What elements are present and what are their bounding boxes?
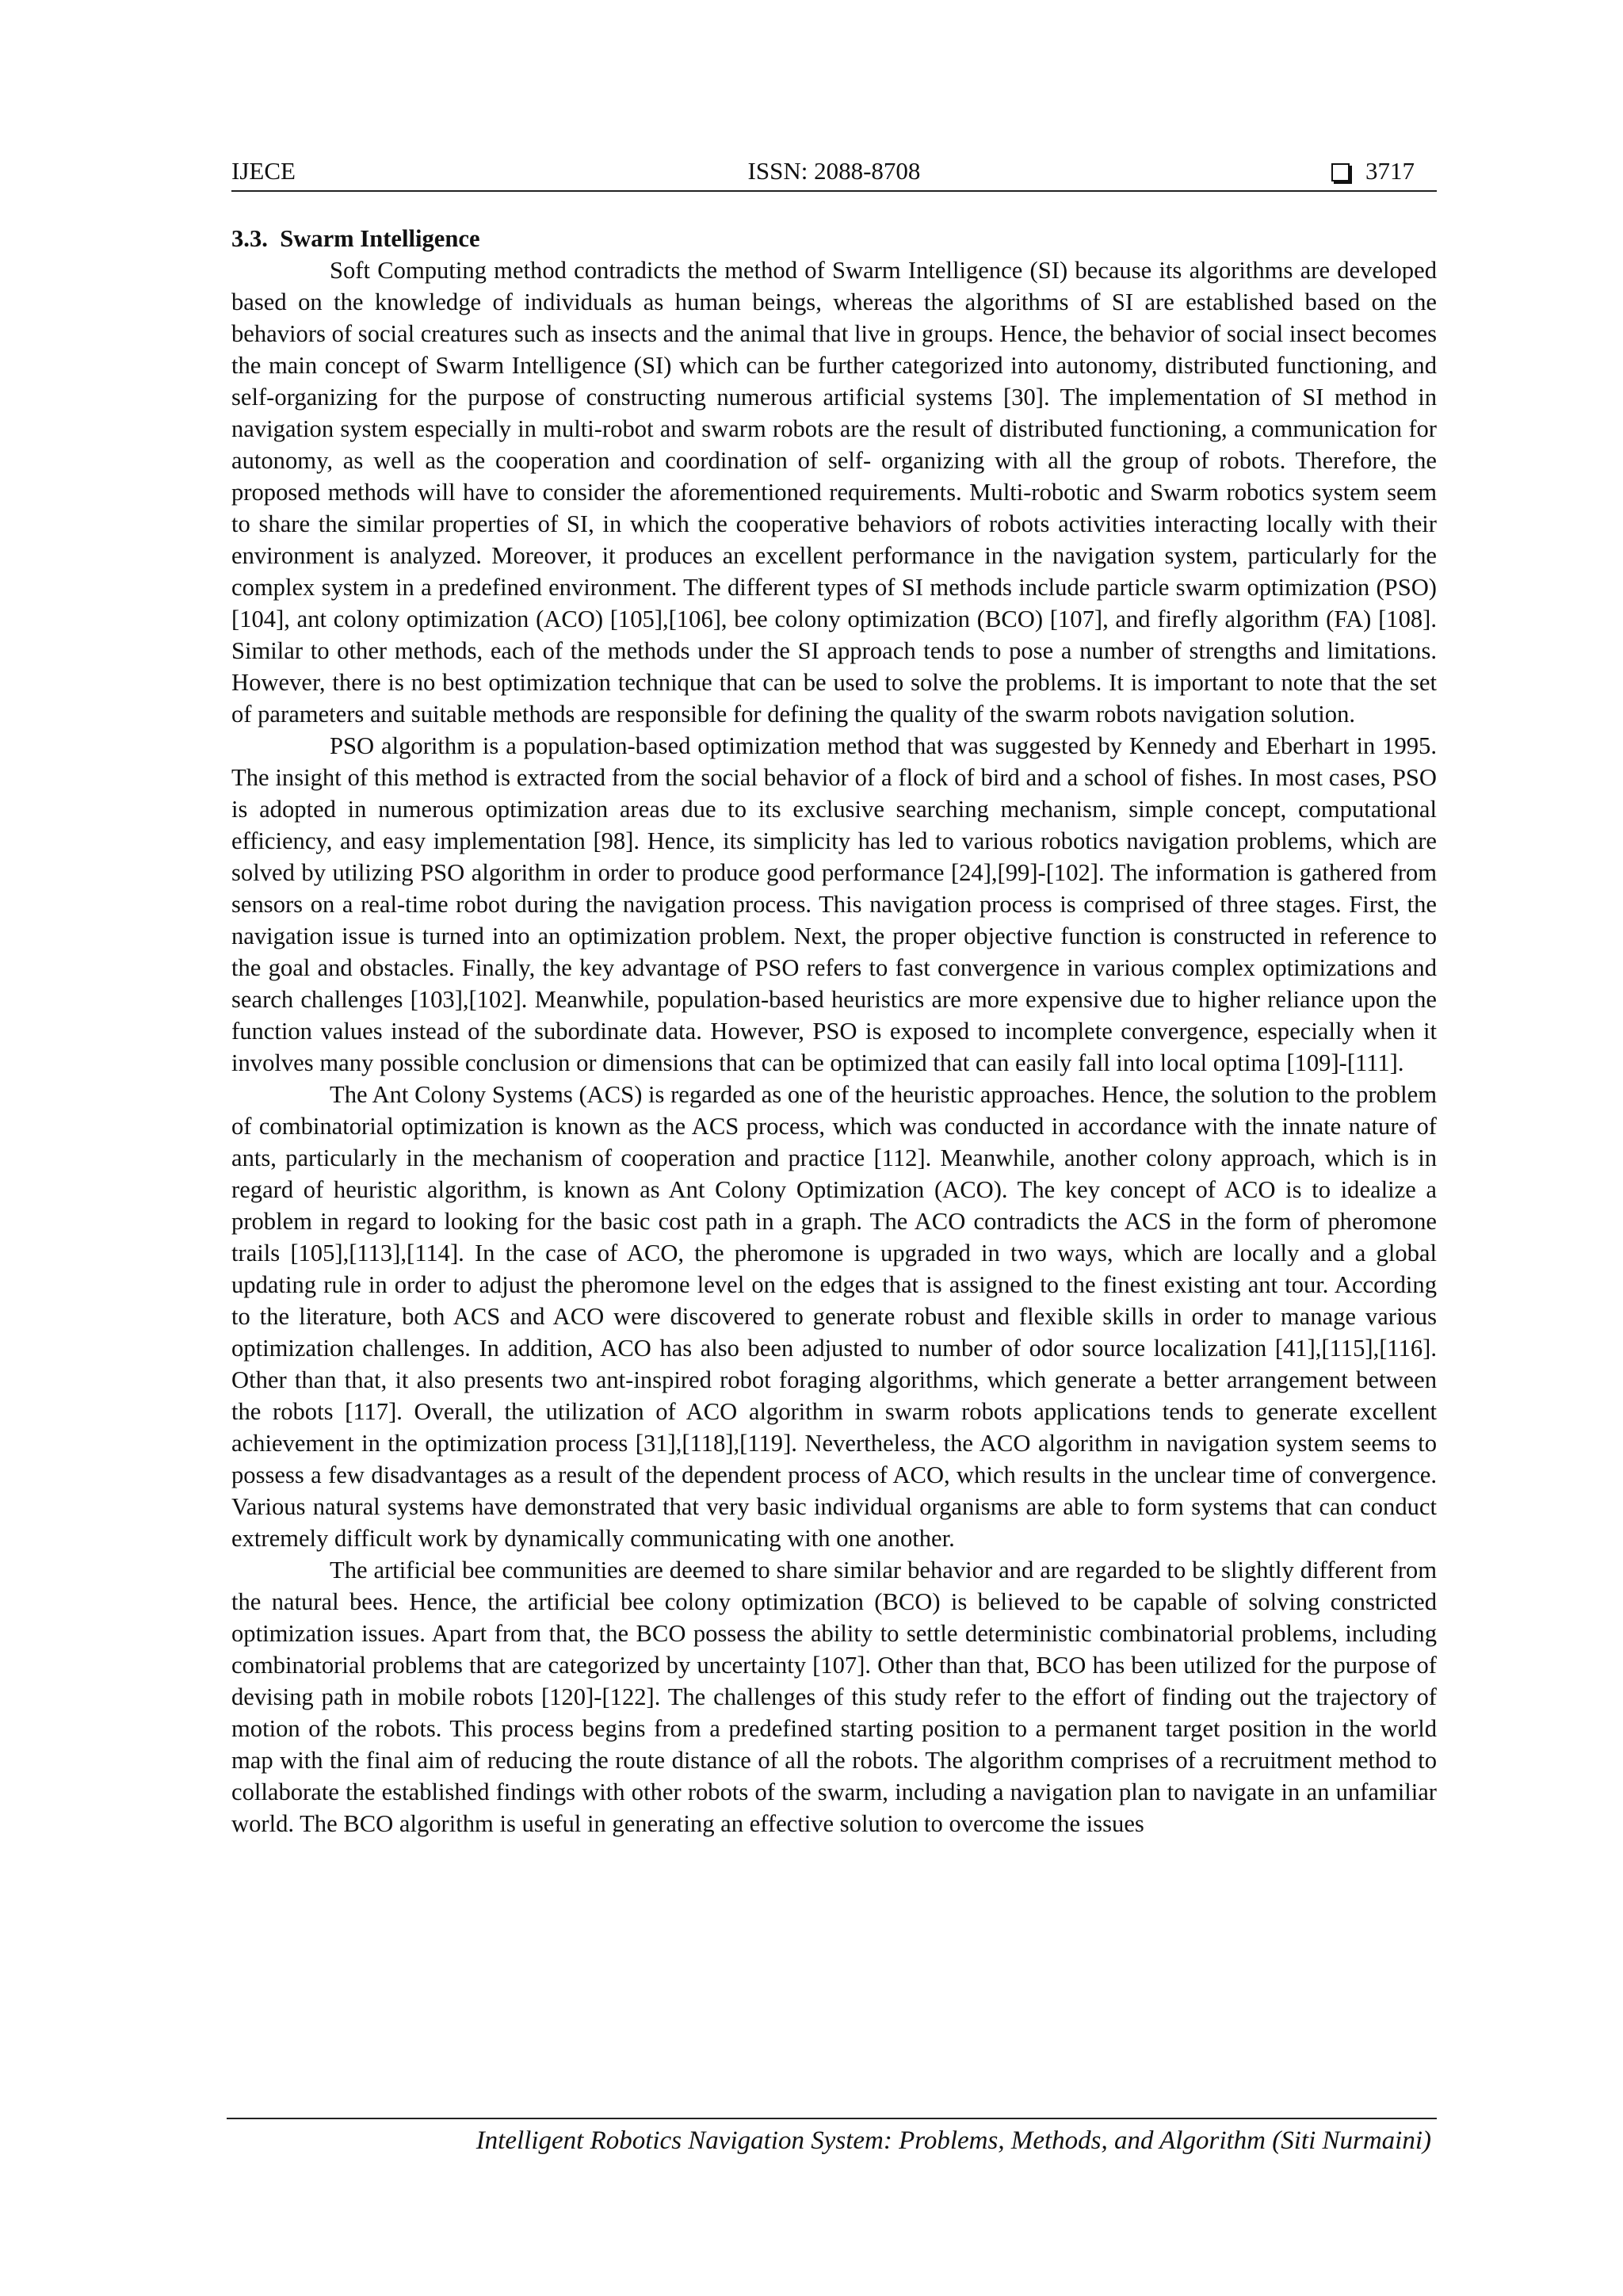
footer-divider [227,2118,1437,2119]
box-icon [1331,163,1350,181]
paragraph-bco: The artificial bee communities are deemed to share similar behavior and are regarded to be slightly different from the natural bees. Hence, the artificial bee colony optimization (BCO) is believed to be capable of solving constricted optimization issues. Apart from that, the BCO possess the ability to settle deterministic combinatorial problems, including combinatorial problems that are categorized by uncertainty [107]. Other than that, BCO has been utilized for the purpose of devising path in mobile robots [120]-[122]. The challenges of this study refer to the effort of finding out the trajectory of motion of the robots. This process begins from a predefined starting position to a permanent target position in the world map with the final aim of reducing the route distance of all the robots. The algorithm comprises of a recruitment method to collaborate the established findings with other robots of the swarm, including a navigation plan to navigate in an unfamiliar world. The BCO algorithm is useful in generating an effective solution to overcome the issues [231,1557,1437,1837]
issn-label: ISSN: 2088-8708 [747,157,921,185]
page-header [231,155,1437,192]
section-heading [231,223,1437,254]
section-title: Swarm Intelligence [280,225,480,252]
paragraph-pso: PSO algorithm is a population-based optimization method that was suggested by Kennedy and Eberhart in 1995. The insight of this method is extracted from the social behavior of a flock of bird and a school of fishes. In most cases, PSO is adopted in numerous optimization areas due to its exclusive searching mechanism, simple concept, computational efficiency, and easy implementation [98]. Hence, its simplicity has led to various robotics navigation problems, which are solved by utilizing PSO algorithm in order to produce good performance [24],[99]-[102]. The information is gathered from sensors on a real-time robot during the navigation process. This navigation process is comprised of three stages. First, the navigation issue is turned into an optimization problem. Next, the proper objective function is constructed in reference to the goal and obstacles. Finally, the key advantage of PSO refers to fast convergence in various complex optimizations and search challenges [103],[102]. Meanwhile, population-based heuristics are more expensive due to higher reliance upon the function values instead of the subordinate data. However, PSO is exposed to incomplete convergence, especially when it involves many possible conclusion or dimensions that can be optimized that can easily fall into local optima [109]-[111]. [231,732,1437,1076]
running-footer: Intelligent Robotics Navigation System: Problems, Methods, and Algorithm (Siti Nurmaini) [475,2126,1431,2155]
page-number: 3717 [1365,157,1415,185]
journal-name: IJECE [231,157,296,185]
section-number: 3.3. [231,225,268,252]
article-body [231,223,1437,1839]
page-number-group [1331,157,1415,185]
paragraph-aco: The Ant Colony Systems (ACS) is regarded as one of the heuristic approaches. Hence, the solution to the problem of combinatorial optimization is known as the ACS process, which was conducted in accordance with the innate nature of ants, particularly in the mechanism of cooperation and practice [112]. Meanwhile, another colony approach, which is in regard of heuristic algorithm, is known as Ant Colony Optimization (ACO). The key concept of ACO is to idealize a problem in regard to looking for the basic cost path in a graph. The ACO contradicts the ACS in the form of pheromone trails [105],[113],[114]. In the case of ACO, the pheromone is upgraded in two ways, which are locally and a global updating rule in order to adjust the pheromone level on the edges that is assigned to the finest existing ant tour. According to the literature, both ACS and ACO were discovered to generate robust and flexible skills in order to manage various optimization challenges. In addition, ACO has also been adjusted to number of odor source localization [41],[115],[116]. Other than that, it also presents two ant-inspired robot foraging algorithms, which generate a better arrangement between the robots [117]. Overall, the utilization of ACO algorithm in swarm robots applications tends to generate excellent achievement in the optimization process [31],[118],[119]. Nevertheless, the ACO algorithm in navigation system seems to possess a few disadvantages as a result of the dependent process of ACO, which results in the unclear time of convergence. Various natural systems have demonstrated that very basic individual organisms are able to form systems that can conduct extremely difficult work by dynamically communicating with one another. [231,1081,1437,1552]
paragraph-swarm-intelligence: Soft Computing method contradicts the method of Swarm Intelligence (SI) because its algorithms are developed based on the knowledge of individuals as human beings, whereas the algorithms of SI are established based on the behaviors of social creatures such as insects and the animal that live in groups. Hence, the behavior of social insect becomes the main concept of Swarm Intelligence (SI) which can be further categorized into autonomy, distributed functioning, and self-organizing for the purpose of constructing numerous artificial systems [30]. The implementation of SI method in navigation system especially in multi-robot and swarm robots are the result of distributed functioning, a communication for autonomy, as well as the cooperation and coordination of self- organizing with all the group of robots. Therefore, the proposed methods will have to consider the aforementioned requirements. Multi-robotic and Swarm robotics system seem to share the similar properties of SI, in which the cooperative behaviors of robots activities interacting locally with their environment is analyzed. Moreover, it produces an excellent performance in the navigation system, particularly for the complex system in a predefined environment. The different types of SI methods include particle swarm optimization (PSO) [104], ant colony optimization (ACO) [105],[106], bee colony optimization (BCO) [107], and firefly algorithm (FA) [108]. Similar to other methods, each of the methods under the SI approach tends to pose a number of strengths and limitations. However, there is no best optimization technique that can be used to solve the problems. It is important to note that the set of parameters and suitable methods are responsible for defining the quality of the swarm robots navigation solution. [231,257,1437,728]
